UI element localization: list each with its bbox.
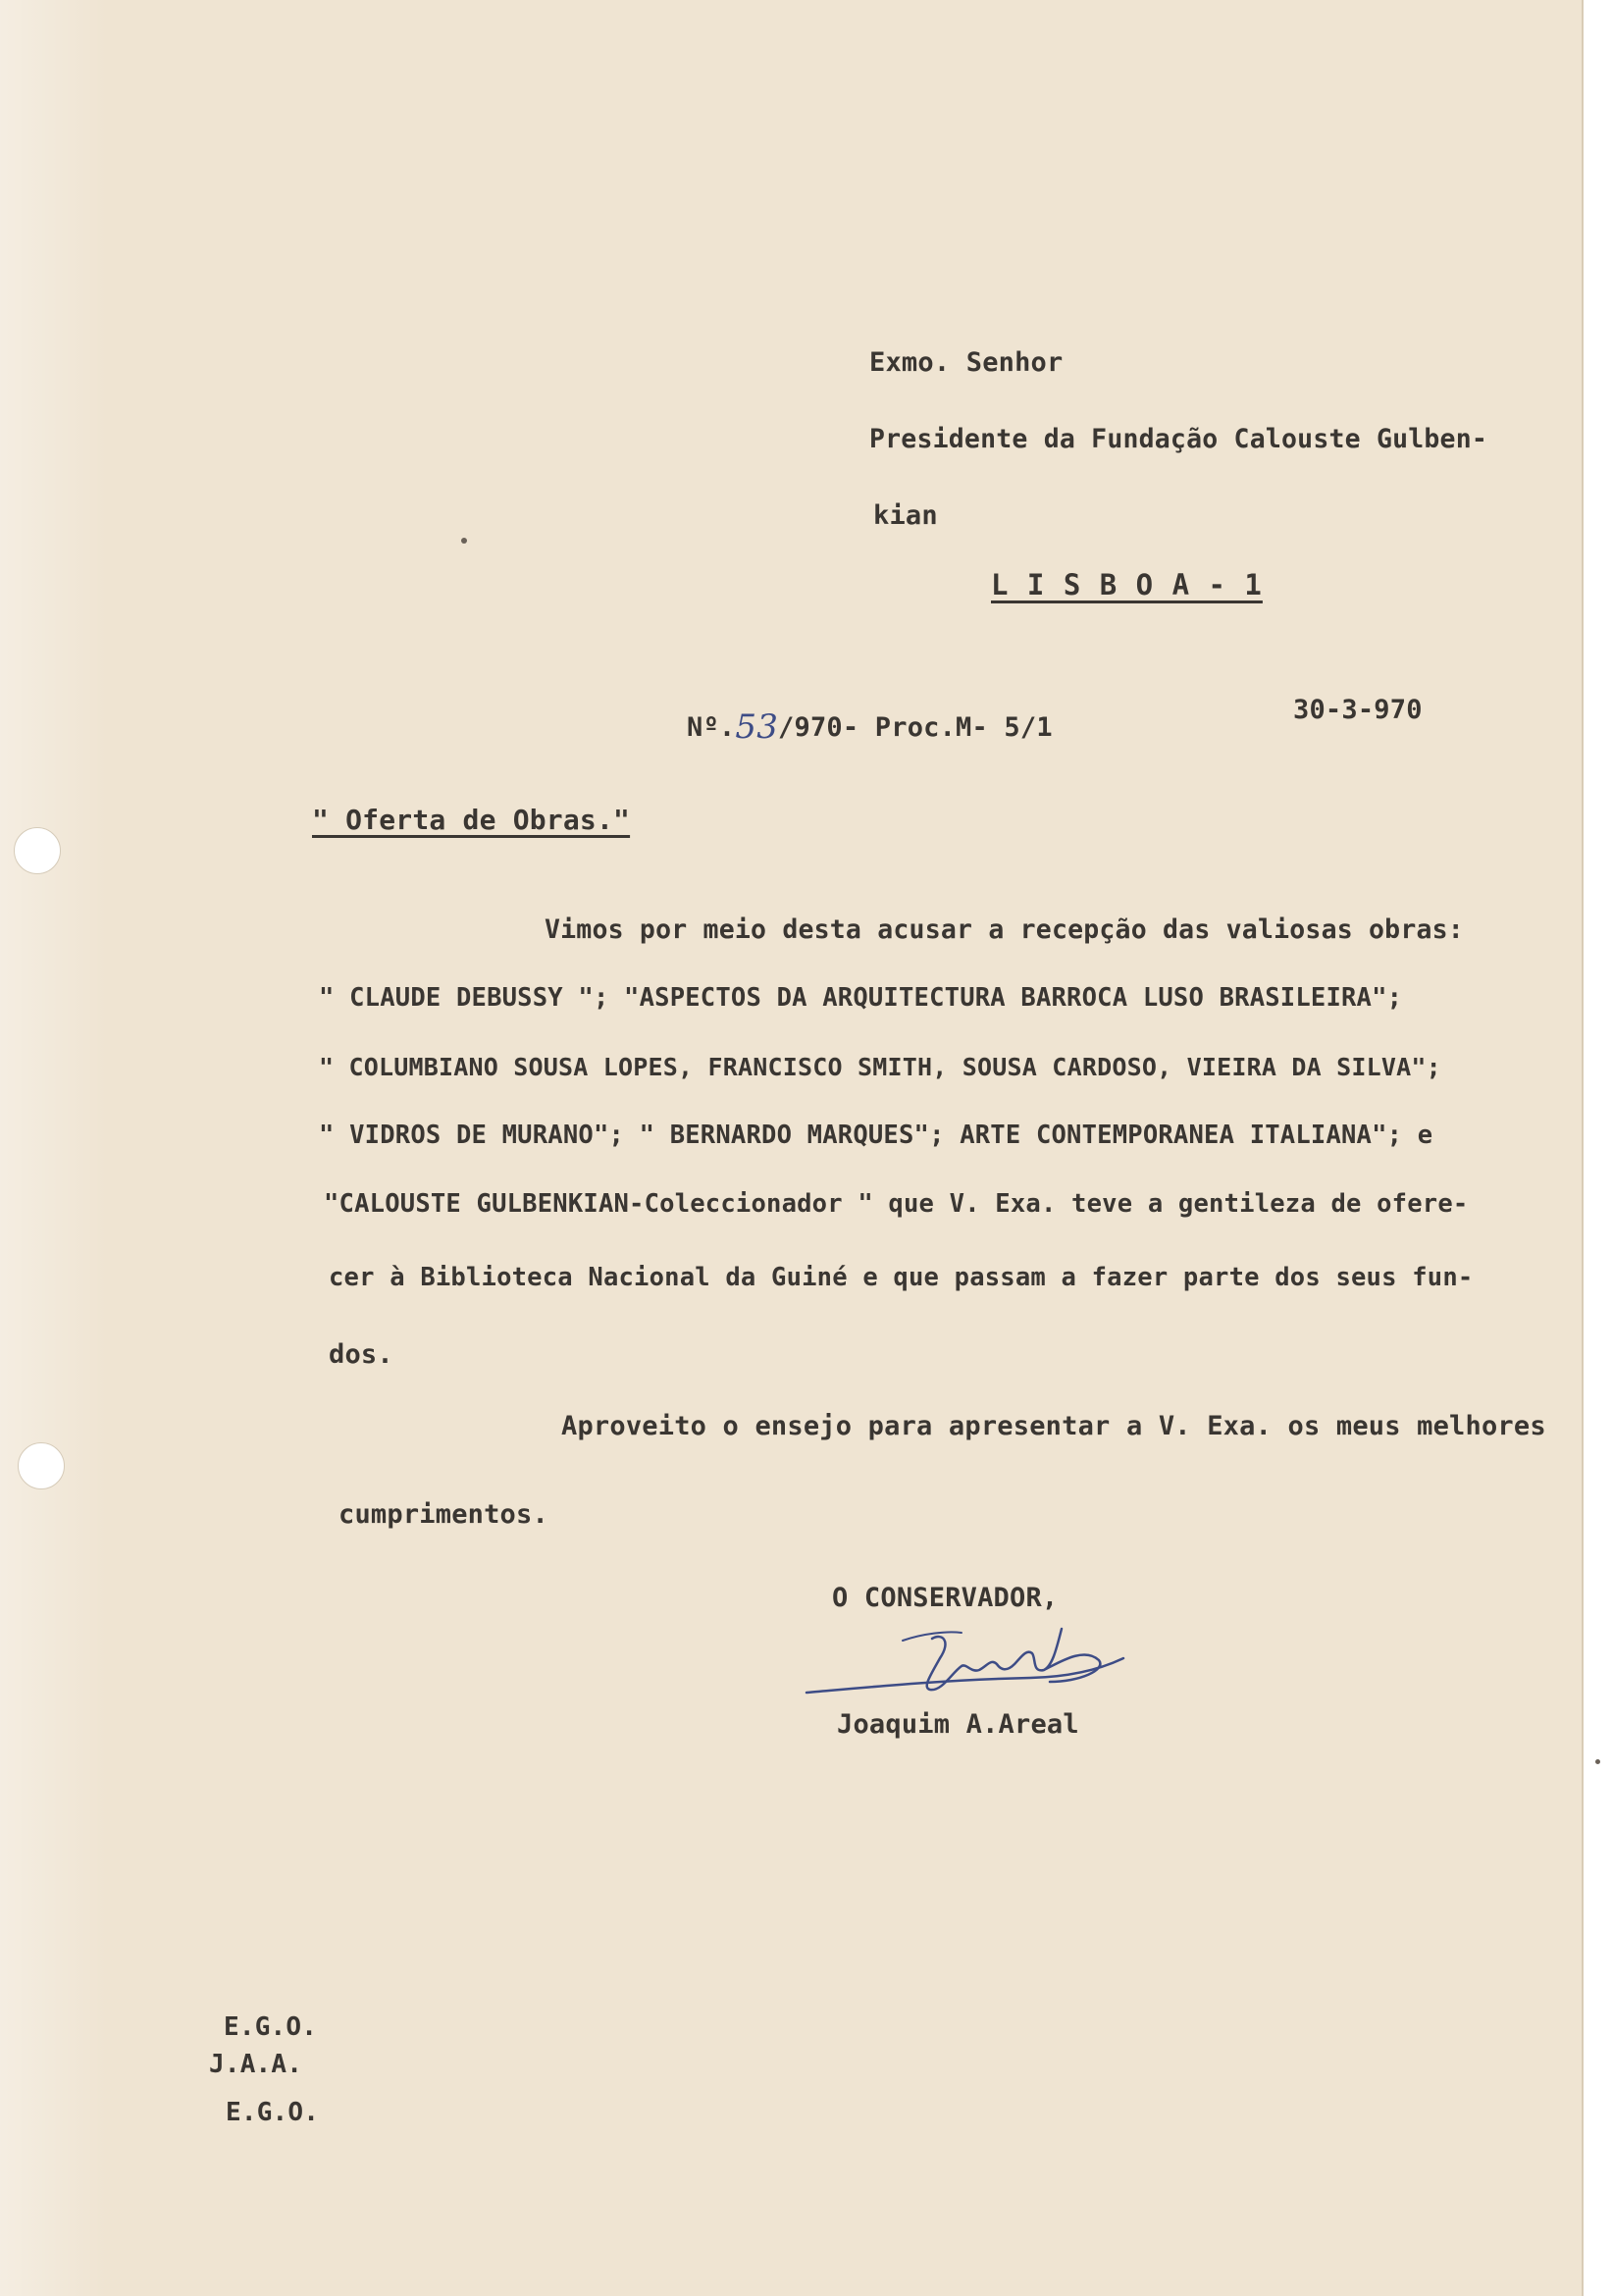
body-line-3: " COLUMBIANO SOUSA LOPES, FRANCISCO SMITH, SOUSA CARDOSO, VIEIRA DA SILVA"; — [319, 1053, 1441, 1081]
reference-number — [687, 707, 1053, 747]
body-line-4: " VIDROS DE MURANO"; " BERNARDO MARQUES"; ARTE CONTEMPORANEA ITALIANA"; e — [319, 1121, 1433, 1150]
punch-hole-top — [14, 827, 61, 874]
closing-line-2: cumprimentos. — [338, 1499, 548, 1530]
signature-title: O CONSERVADOR, — [832, 1583, 1059, 1613]
reference-number-prefix: Nº. — [687, 712, 736, 743]
signatory-name: Joaquim A.Areal — [837, 1709, 1079, 1740]
ink-speck — [461, 538, 467, 544]
punch-hole-bottom — [18, 1442, 65, 1489]
body-line-2: " CLAUDE DEBUSSY "; "ASPECTOS DA ARQUITECTURA BARROCA LUSO BRASILEIRA"; — [319, 983, 1403, 1013]
closing-line-1: Aproveito o ensejo para apresentar a V. Exa. os meus melhores — [561, 1411, 1546, 1441]
initials-line-3: E.G.O. — [226, 2098, 320, 2127]
handwritten-number: 53 — [735, 707, 779, 747]
initials-line-1: E.G.O. — [224, 2012, 318, 2042]
body-line-1: Vimos por meio desta acusar a recepção das valiosas obras: — [545, 914, 1464, 945]
addressee-line-1: Presidente da Fundação Calouste Gulben- — [869, 424, 1488, 454]
handwritten-signature — [805, 1619, 1128, 1722]
subject-text: " Oferta de Obras." — [312, 804, 631, 836]
ink-speck — [1595, 1759, 1600, 1764]
body-line-7: dos. — [329, 1339, 393, 1370]
body-line-5: "CALOUSTE GULBENKIAN-Coleccionador " que V. Exa. teve a gentileza de ofere- — [324, 1189, 1469, 1219]
initials-line-2: J.A.A. — [209, 2050, 303, 2079]
addressee-line-2: kian — [873, 500, 938, 531]
reference-number-suffix: /970- Proc.M- 5/1 — [778, 712, 1053, 743]
body-line-6: cer à Biblioteca Nacional da Guiné e que passam a fazer parte dos seus fun- — [329, 1263, 1474, 1292]
subject-line — [312, 804, 631, 836]
letter-date: 30-3-970 — [1293, 695, 1423, 725]
addressee-city: L I S B O A - 1 — [991, 568, 1263, 601]
addressee-salutation: Exmo. Senhor — [869, 347, 1064, 378]
